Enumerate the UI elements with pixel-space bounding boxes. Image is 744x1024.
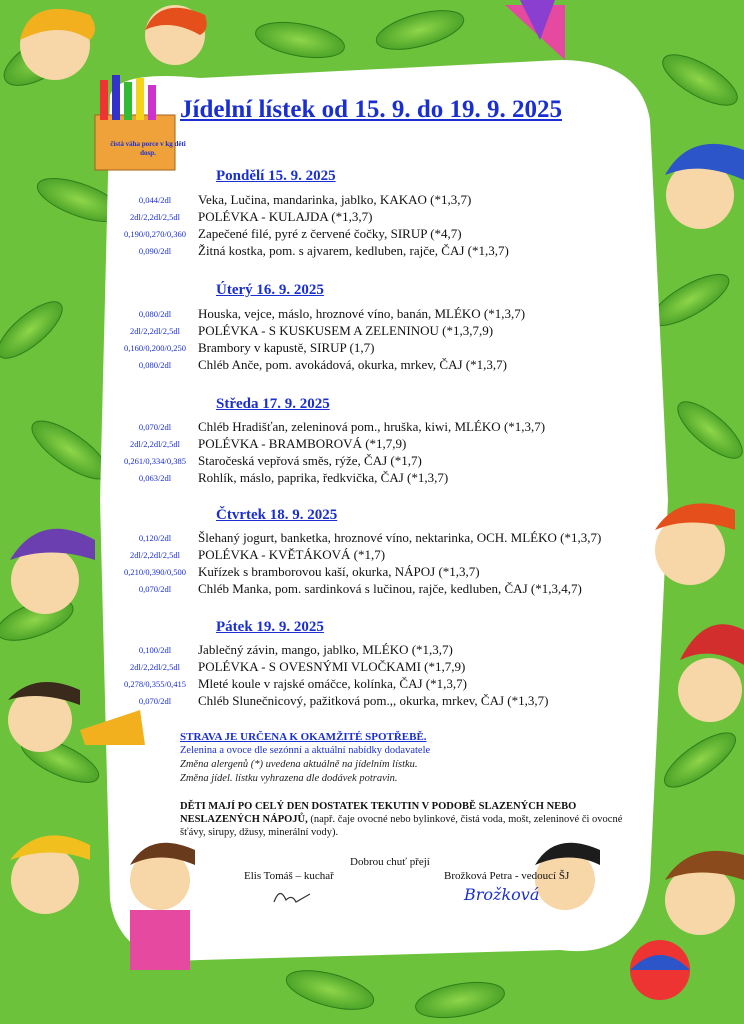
menu-row xyxy=(100,581,660,598)
portion-quantity: 2dl/2,2dl/2,5dl xyxy=(129,212,181,222)
menu-row xyxy=(100,564,660,581)
menu-row xyxy=(100,659,660,676)
menu-row xyxy=(100,530,660,547)
notes-section xyxy=(180,730,620,786)
menu-row xyxy=(100,470,660,487)
menu-row xyxy=(100,419,660,436)
meal-text: POLÉVKA - KULAJDA (*1,3,7) xyxy=(198,209,373,224)
meal-text: Veka, Lučina, mandarinka, jablko, KAKAO (*1,3,7) xyxy=(198,192,472,207)
portion-weight-note: čistá váha porce v kg děti dosp. xyxy=(110,140,186,157)
menu-row xyxy=(100,676,660,693)
meal-text: Kuřízek s bramborovou kaší, okurka, NÁPOJ (*1,3,7) xyxy=(198,564,480,579)
menu-row xyxy=(100,693,660,710)
portion-quantity: 2dl/2,2dl/2,5dl xyxy=(129,439,181,449)
meal-text: Rohlík, máslo, paprika, ředkvička, ČAJ (*1,3,7) xyxy=(198,470,449,485)
drinks-note-bold: DĚTI MAJÍ PO CELÝ DEN DOSTATEK TEKUTIN V PODOBĚ SLAZENÝCH NEBO NESLAZENÝCH NÁPOJŮ, xyxy=(180,801,577,825)
menu-row xyxy=(100,192,660,209)
portion-quantity: 0,070/2dl xyxy=(138,422,172,432)
portion-quantity: 2dl/2,2dl/2,5dl xyxy=(129,326,181,336)
notes-line: Změna alergenů (*) uvedena aktuálně na jídelním lístku. xyxy=(180,759,418,770)
meal-text: Žitná kostka, pom. s ajvarem, kedluben, rajče, ČAJ (*1,3,7) xyxy=(198,243,509,258)
day-title-monday: Pondělí 15. 9. 2025 xyxy=(216,168,336,184)
meal-text: Zapečené filé, pyré z červené čočky, SIRUP (*4,7) xyxy=(198,226,462,241)
menu-row xyxy=(100,547,660,564)
day-title-thursday: Čtvrtek 18. 9. 2025 xyxy=(216,507,338,523)
menu-row xyxy=(100,323,660,340)
portion-quantity: 0,080/2dl xyxy=(138,309,172,319)
meal-text: Chléb Anče, pom. avokádová, okurka, mrkev, ČAJ (*1,3,7) xyxy=(198,357,507,372)
menu-row xyxy=(100,453,660,470)
menu-row xyxy=(100,436,660,453)
menu-row xyxy=(100,340,660,357)
notes-heading: STRAVA JE URČENA K OKAMŽITÉ SPOTŘEBĚ. xyxy=(180,731,427,743)
day-title-tuesday: Úterý 16. 9. 2025 xyxy=(216,282,324,298)
portion-quantity: 0,210/0,390/0,500 xyxy=(123,567,187,577)
meal-text: POLÉVKA - S KUSKUSEM A ZELENINOU (*1,3,7,9) xyxy=(198,323,494,338)
drinks-note-rest: (např. čaje ovocné nebo bylinkové, čistá voda, mošt, zeleninové či ovocné šťávy, sirupy, džusy, minerální vody). xyxy=(180,814,623,838)
portion-quantity: 0,080/2dl xyxy=(138,360,172,370)
portion-quantity: 0,070/2dl xyxy=(138,584,172,594)
meal-text: Šlehaný jogurt, banketka, hroznové víno, nektarinka, OCH. MLÉKO (*1,3,7) xyxy=(198,530,602,545)
meal-text: Jablečný závin, mango, jablko, MLÉKO (*1,3,7) xyxy=(198,642,453,657)
meal-text: Mleté koule v rajské omáčce, kolínka, ČAJ (*1,3,7) xyxy=(198,676,467,691)
portion-quantity: 0,044/2dl xyxy=(138,195,172,205)
portion-quantity: 0,160/0,200/0,250 xyxy=(123,343,187,353)
portion-quantity: 0,100/2dl xyxy=(138,645,172,655)
footer-manager: Brožková Petra - vedoucí ŠJ xyxy=(444,870,570,882)
menu-row xyxy=(100,243,660,260)
portion-quantity: 0,278/0,355/0,415 xyxy=(123,679,187,689)
footer-cook: Elis Tomáš – kuchař xyxy=(244,870,334,882)
meal-text: Houska, vejce, máslo, hroznové víno, banán, MLÉKO (*1,3,7) xyxy=(198,306,526,321)
notes-line: Změna jídel. lístku vyhrazena dle dodávek potravin. xyxy=(180,773,398,784)
meal-text: POLÉVKA - S OVESNÝMI VLOČKAMI (*1,7,9) xyxy=(198,659,466,674)
meal-text: Chléb Manka, pom. sardinková s lučinou, rajče, kedluben, ČAJ (*1,3,4,7) xyxy=(198,581,582,596)
portion-quantity: 2dl/2,2dl/2,5dl xyxy=(129,662,181,672)
portion-quantity: 0,070/2dl xyxy=(138,696,172,706)
meal-text: POLÉVKA - BRAMBOROVÁ (*1,7,9) xyxy=(198,436,407,451)
day-title-friday: Pátek 19. 9. 2025 xyxy=(216,619,324,635)
meal-text: Staročeská vepřová směs, rýže, ČAJ (*1,7) xyxy=(198,453,422,468)
notes-line: Zelenina a ovoce dle sezónní a aktuální nabídky dodavatele xyxy=(180,745,431,756)
meal-text: Chléb Slunečnicový, pažitková pom.,, okurka, mrkev, ČAJ (*1,3,7) xyxy=(198,693,549,708)
menu-row xyxy=(100,226,660,243)
menu-row xyxy=(100,642,660,659)
meal-text: Brambory v kapustě, SIRUP (1,7) xyxy=(198,340,375,355)
portion-quantity: 0,261/0,334/0,385 xyxy=(123,456,187,466)
portion-quantity: 0,090/2dl xyxy=(138,246,172,256)
menu-row xyxy=(100,306,660,323)
footer-greeting: Dobrou chuť přejí xyxy=(350,856,430,868)
day-title-wednesday: Středa 17. 9. 2025 xyxy=(216,396,330,412)
meal-text: POLÉVKA - KVĚTÁKOVÁ (*1,7) xyxy=(198,547,386,562)
portion-quantity: 0,190/0,270/0,360 xyxy=(123,229,187,239)
meal-text: Chléb Hradišťan, zeleninová pom., hruška, kiwi, MLÉKO (*1,3,7) xyxy=(198,419,546,434)
drinks-note xyxy=(180,800,650,839)
menu-row xyxy=(100,209,660,226)
portion-quantity: 0,120/2dl xyxy=(138,533,172,543)
portion-quantity: 2dl/2,2dl/2,5dl xyxy=(129,550,181,560)
manager-signature xyxy=(460,880,580,910)
menu-row xyxy=(100,357,660,374)
manager-signature-text: Brožková xyxy=(464,885,540,904)
portion-quantity: 0,063/2dl xyxy=(138,473,172,483)
page-title: Jídelní lístek od 15. 9. do 19. 9. 2025 xyxy=(180,96,562,123)
cook-signature-icon xyxy=(270,884,330,908)
